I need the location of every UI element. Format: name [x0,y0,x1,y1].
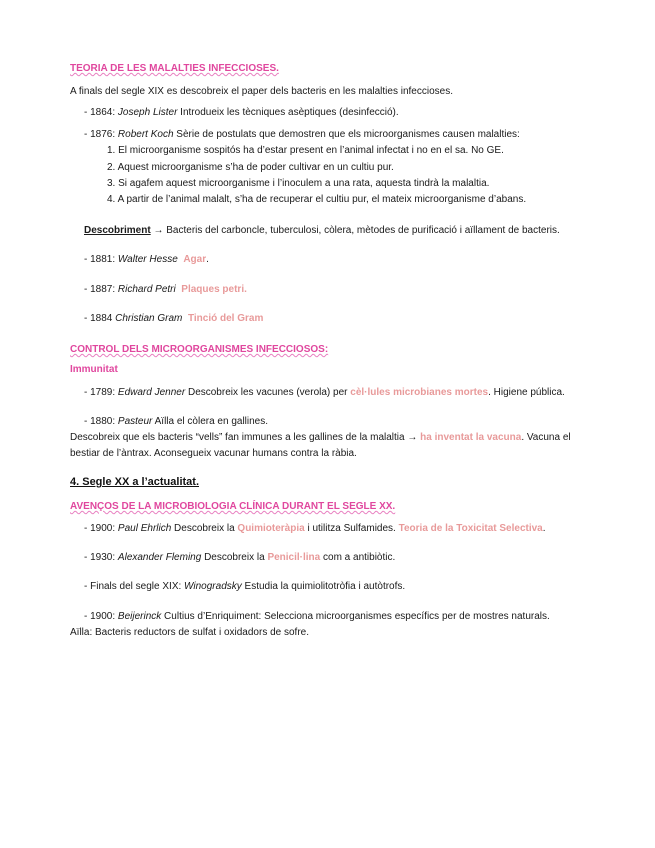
item-1880-text: Aïlla el còlera en gallines. [152,416,269,427]
item-1887-highlight: Plaques petri. [181,284,247,295]
item-1900a-prefix: - 1900: [84,523,118,534]
item-1880-prefix: - 1880: [84,416,118,427]
item-1864-text: Introdueix les tècniques asèptiques (desinfecció). [177,107,399,118]
item-finals-text: Estudia la quimiolitotròfia i autòtrofs. [241,581,406,592]
item-1930-name: Alexander Fleming [117,552,202,563]
item-1789 [84,386,565,399]
item-1900b-name: Beijerinck [117,611,162,622]
item-1884 [84,312,263,325]
pasteur-highlight: ha inventat la vacuna [420,432,522,443]
item-1876-name: Robert Koch [117,129,174,140]
item-1900a-highlight2: Teoria de la Toxicitat Selectiva [398,523,543,534]
item-1930-suffix: com a antibiòtic. [320,552,396,563]
postulat-2: 2. Aquest microorganisme s’ha de poder cultivar en un cultiu pur. [107,162,394,173]
item-1880-name: Pasteur [117,416,153,427]
item-1887 [84,283,247,296]
item-1930 [84,551,395,564]
item-1789-name: Edward Jenner [117,387,186,398]
item-1864-prefix: - 1864: [84,107,118,118]
item-1900a-text: Descobreix la [171,523,238,534]
item-1930-highlight: Penicil·lina [267,552,321,563]
arrow-icon: → [150,225,167,236]
item-1789-prefix: - 1789: [84,387,118,398]
pasteur-line-1-suffix: . Vacuna el [521,432,571,443]
item-1887-prefix: - 1887: [84,284,118,295]
descobriment-label: Descobriment [84,225,151,236]
item-1881-suffix: . [206,254,209,265]
intro-text: A finals del segle XIX es descobreix el paper dels bacteris en les malalties infeccioses. [70,86,453,97]
item-1900a-highlight1: Quimioteràpia [237,523,305,534]
item-1884-name: Christian Gram [115,313,183,324]
item-1876-text: Sèrie de postulats que demostren que els microorganismes causen malalties: [173,129,520,140]
section-4-title: 4. Segle XX a l’actualitat. [70,476,199,488]
item-1864-name: Joseph Lister [117,107,178,118]
descobriment-text: Bacteris del carboncle, tuberculosi, còlera, mètodes de purificació i aïllament de bacteris. [166,225,560,236]
item-1900b-prefix: - 1900: [84,611,118,622]
postulat-1: 1. El microorganisme sospitós ha d’estar present en l’animal infectat i no en el sa. No GE. [107,145,504,156]
item-1900-beijerinck [84,610,550,623]
item-1876 [84,128,520,141]
item-finals-name: Winogradsky [184,581,242,592]
item-1881-highlight: Agar [183,254,207,265]
item-1884-highlight: Tinció del Gram [187,313,264,324]
heading-avencos: AVENÇOS DE LA MICROBIOLOGIA CLÍNICA DURANT EL SEGLE XX. [70,501,396,512]
pasteur-line-1-text: Descobreix que els bacteris “vells” fan immunes a les gallines de la malaltia → [70,432,421,443]
item-finals-prefix: - Finals del segle XIX: [84,581,185,592]
item-1900-ehrlich [84,522,546,535]
descobriment-line [84,224,560,237]
item-1789-highlight: cèl·lules microbianes mortes [350,387,489,398]
pasteur-line-2: bestiar de l’àntrax. Aconsegueix vacunar humans contra la ràbia. [70,448,357,459]
item-1887-name: Richard Petri [117,284,176,295]
item-1876-prefix: - 1876: [84,129,118,140]
item-1881 [84,253,209,266]
item-1900a-name: Paul Ehrlich [117,523,172,534]
item-1864 [84,106,399,119]
item-1900a-suffix: . [542,523,546,534]
item-1900a-middle: i utilitza Sulfamides. [304,523,399,534]
item-1789-text: Descobreix les vacunes (verola) per [185,387,351,398]
item-finals [84,580,405,593]
beijerinck-line-2: Aïlla: Bacteris reductors de sulfat i oxidadors de sofre. [70,627,310,638]
heading-teoria: TEORIA DE LES MALALTIES INFECCIOSES. [70,63,279,74]
item-1884-prefix: - 1884 [84,313,116,324]
item-1880 [84,415,268,428]
postulat-3: 3. Si agafem aquest microorganisme i l’inoculem a una rata, aquesta tindrà la malaltia. [107,178,490,189]
heading-control: CONTROL DELS MICROORGANISMES INFECCIOSOS: [70,344,329,355]
pasteur-line-1 [70,431,571,444]
immunitat-label: Immunitat [70,364,118,375]
postulat-4: 4. A partir de l’animal malalt, s’ha de recuperar el cultiu pur, el mateix microorganisme d’abans. [107,194,527,205]
item-1900b-text: Cultius d’Enriquiment: Selecciona microorganismes específics per de mostres naturals. [161,611,550,622]
item-1881-name: Walter Hesse [117,254,178,265]
item-1789-suffix: . Higiene pública. [488,387,565,398]
item-1930-text: Descobreix la [201,552,268,563]
item-1881-prefix: - 1881: [84,254,118,265]
item-1930-prefix: - 1930: [84,552,118,563]
